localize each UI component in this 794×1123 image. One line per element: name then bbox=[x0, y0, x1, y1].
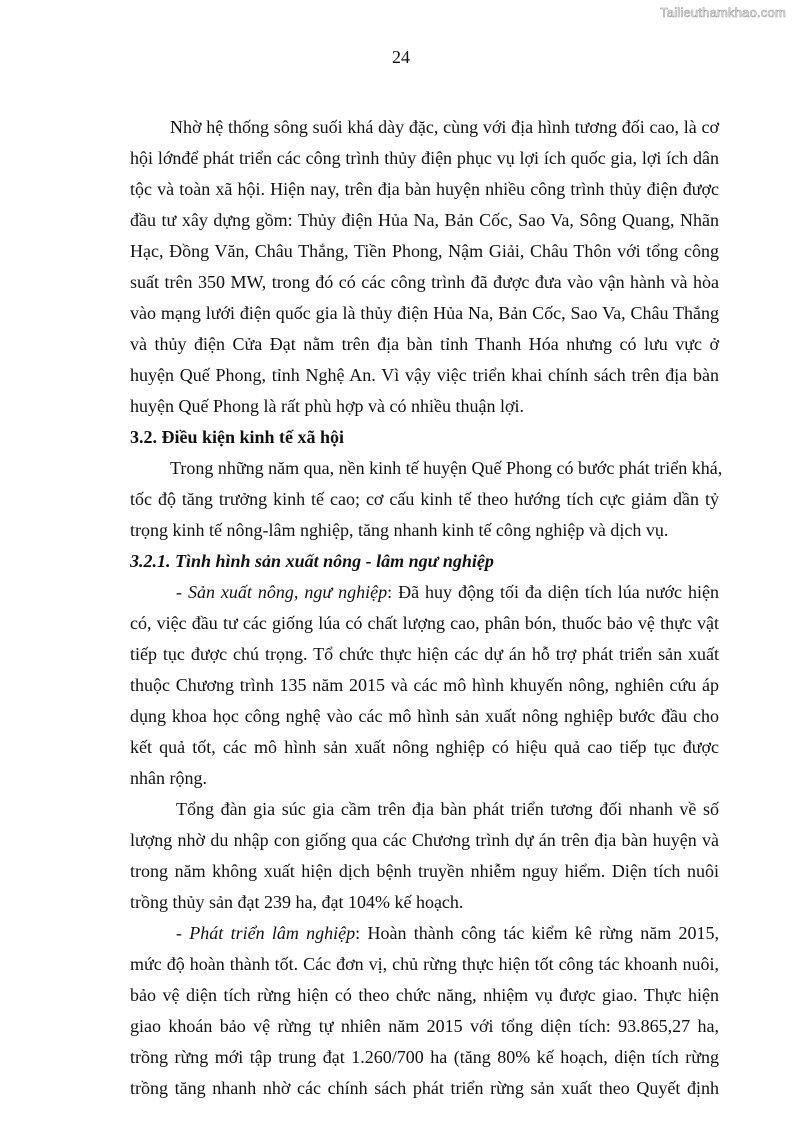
text-fragment: : Hoàn thành công tác kiểm kê rừng năm 2015, bbox=[355, 923, 720, 943]
text-line: tộc và toàn xã hội. Hiện nay, trên địa bàn huyện nhiều công trình thủy điện được bbox=[130, 179, 719, 199]
page-number: 24 bbox=[392, 47, 410, 67]
text-line: tốc độ tăng trưởng kinh tế cao; cơ cấu kinh tế theo hướng tích cực giảm dần tỷ bbox=[130, 489, 719, 509]
text-line: suất trên 350 MW, trong đó có các công trình đã được đưa vào vận hành và hòa bbox=[130, 272, 719, 292]
list-dash: - bbox=[176, 923, 190, 943]
text-line: Nhờ hệ thống sông suối khá dày đặc, cùng với địa hình tương đối cao, là cơ bbox=[170, 117, 719, 137]
text-line: có, việc đầu tư các giống lúa có chất lượng cao, phân bón, thuốc bảo vệ thực vật bbox=[130, 613, 719, 633]
text-line: vào mạng lưới điện quốc gia là thủy điện Hủa Na, Bản Cốc, Sao Va, Châu Thắng bbox=[130, 303, 719, 323]
text-line: trọng kinh tế nông-lâm nghiệp, tăng nhanh kinh tế công nghiệp và dịch vụ. bbox=[130, 520, 669, 540]
text-line: bảo vệ diện tích rừng hiện có theo chức năng, nhiệm vụ được giao. Thực hiện bbox=[130, 985, 719, 1005]
watermark: Tailieuthamkhao.com bbox=[660, 5, 786, 20]
list-dash: - bbox=[176, 582, 188, 602]
paragraph-agriculture bbox=[130, 577, 719, 794]
text-line: thuộc Chương trình 135 năm 2015 và các mô hình khuyến nông, nghiên cứu áp bbox=[130, 675, 719, 695]
text-line: Trong những năm qua, nền kinh tế huyện Quế Phong có bước phát triển khá, bbox=[170, 458, 723, 478]
text-line: hội lớnđể phát triển các công trình thủy điện phục vụ lợi ích quốc gia, lợi ích dân bbox=[130, 148, 719, 168]
text-fragment: : Đã huy động tối đa diện tích lúa nước hiện bbox=[387, 582, 719, 602]
text-line: trồng rừng mới tập trung đạt 1.260/700 ha (tăng 80% kế hoạch, diện tích rừng bbox=[130, 1047, 719, 1067]
text-line: trong năm không xuất hiện dịch bệnh truyền nhiễm nguy hiểm. Diện tích nuôi bbox=[130, 861, 719, 881]
italic-lead: Phát triển lâm nghiệp bbox=[189, 923, 356, 943]
text-line bbox=[130, 918, 719, 949]
text-line: kết quả tốt, các mô hình sản xuất nông nghiệp có hiệu quả cao tiếp tục được bbox=[130, 737, 719, 757]
text-line: và thủy điện Cửa Đạt nằm trên địa bàn tỉnh Thanh Hóa nhưng có lưu vực ở bbox=[130, 334, 719, 354]
text-line: dụng khoa học công nghệ vào các mô hình sản xuất nông nghiệp bước đầu cho bbox=[130, 706, 719, 726]
text-line: Hạc, Đồng Văn, Châu Thắng, Tiền Phong, Nậm Giải, Châu Thôn với tổng công bbox=[130, 241, 719, 261]
text-line bbox=[130, 577, 719, 608]
text-line: trồng thủy sản đạt 239 ha, đạt 104% kế hoạch. bbox=[130, 892, 464, 912]
paragraph-livestock bbox=[130, 794, 719, 918]
text-line: huyện Quế Phong, tỉnh Nghệ An. Vì vậy việc triển khai chính sách trên địa bàn bbox=[130, 365, 719, 385]
text-line: Tổng đàn gia súc gia cầm trên địa bàn phát triển tương đối nhanh về số bbox=[176, 799, 719, 819]
text-line: lượng nhờ du nhập con giống qua các Chương trình dự án trên địa bàn huyện và bbox=[130, 830, 719, 850]
text-line: đầu tư xây dựng gồm: Thủy điện Hủa Na, Bản Cốc, Sao Va, Sông Quang, Nhãn bbox=[130, 210, 719, 230]
paragraph-hydropower bbox=[130, 112, 719, 422]
paragraph-forestry bbox=[130, 918, 719, 1104]
section-heading-3-2-1: 3.2.1. Tình hình sản xuất nông - lâm ngư nghiệp bbox=[130, 551, 494, 571]
text-line: nhân rộng. bbox=[130, 768, 207, 788]
italic-lead: Sản xuất nông, ngư nghiệp bbox=[187, 582, 388, 602]
document-body bbox=[130, 112, 723, 1104]
paragraph-economy-overview bbox=[130, 453, 723, 546]
text-line: huyện Quế Phong là rất phù hợp và có nhiều thuận lợi. bbox=[130, 396, 524, 416]
text-line: trồng tăng nhanh nhờ các chính sách phát triển rừng sản xuất theo Quyết định bbox=[130, 1078, 719, 1098]
text-line: giao khoán bảo vệ rừng tự nhiên năm 2015 với tổng diện tích: 93.865,27 ha, bbox=[130, 1016, 719, 1036]
text-line: mức độ hoàn thành tốt. Các đơn vị, chủ rừng thực hiện tốt công tác khoanh nuôi, bbox=[130, 954, 719, 974]
text-line: tiếp tục được chú trọng. Tổ chức thực hiện các dự án hỗ trợ phát triển sản xuất bbox=[130, 644, 719, 664]
section-heading-3-2: 3.2. Điều kiện kinh tế xã hội bbox=[130, 427, 345, 447]
